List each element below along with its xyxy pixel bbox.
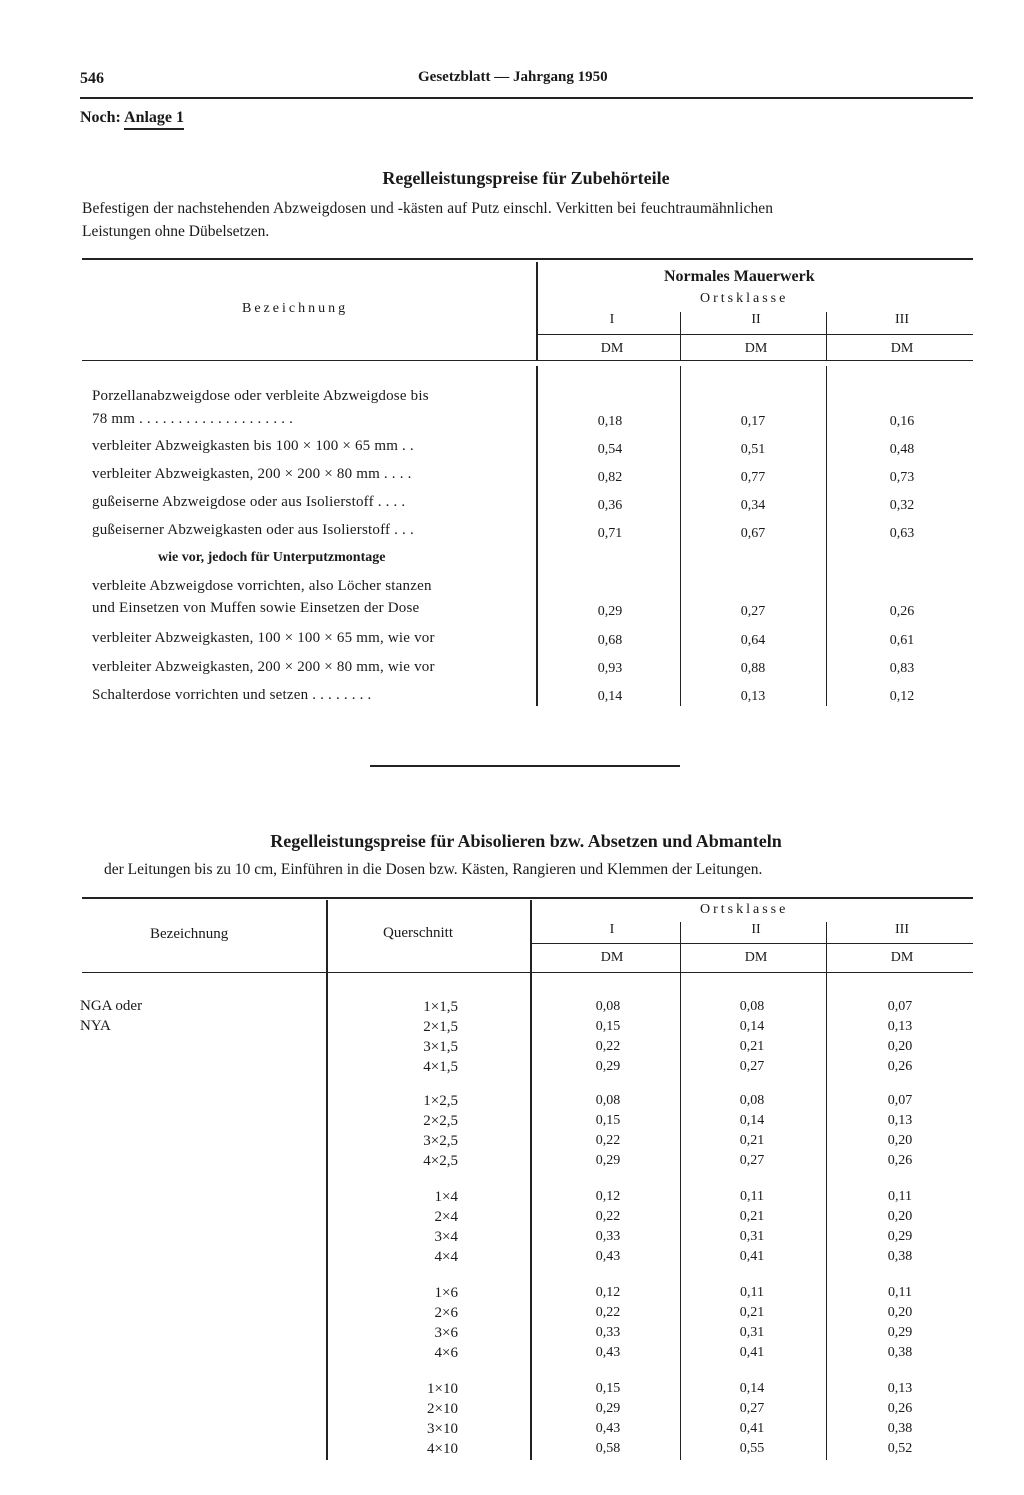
cell-value: 0,64 (740, 633, 766, 648)
price-cell: 0,38 (887, 1249, 913, 1264)
cell-value: 0,61 (889, 633, 915, 648)
cell-value: 0,73 (889, 470, 915, 485)
table1-unit-i: DM (600, 341, 624, 356)
price-cell: 0,52 (887, 1441, 913, 1456)
price-cell: 0,58 (595, 1441, 621, 1456)
table-row-label: verbleiter Abzweigkasten bis 100 × 100 × 65 mm . . (92, 438, 414, 454)
price-cell: 0,29 (595, 1401, 621, 1416)
price-cell: 0,11 (740, 1285, 764, 1300)
table1-divider (680, 312, 681, 360)
querschnitt-cell: 4×6 (434, 1345, 458, 1361)
table-row-label: verbleite Abzweigdose vorrichten, also Löcher stanzen (92, 578, 432, 594)
price-cell: 0,15 (595, 1113, 621, 1128)
table1-divider (536, 366, 538, 706)
querschnitt-cell: 1×2,5 (423, 1093, 458, 1109)
price-cell: 0,08 (739, 999, 765, 1014)
price-cell: 0,12 (595, 1285, 621, 1300)
price-cell: 0,29 (595, 1153, 621, 1168)
cell-value: 0,26 (889, 604, 915, 619)
cell-value: 0,51 (740, 442, 766, 457)
table2-label-line1: NGA oder (80, 998, 143, 1014)
price-cell: 0,08 (595, 1093, 621, 1108)
price-cell: 0,33 (595, 1325, 621, 1340)
price-cell: 0,21 (739, 1209, 765, 1224)
querschnitt-cell: 1×6 (434, 1285, 458, 1301)
table2-top-rule (82, 897, 973, 899)
table2-divider (530, 900, 532, 1460)
price-cell: 0,26 (887, 1153, 913, 1168)
querschnitt-cell: 2×10 (427, 1401, 458, 1417)
price-cell: 0,29 (595, 1059, 621, 1074)
table2-col-querschnitt: Querschnitt (383, 925, 453, 941)
cell-value: 0,27 (740, 604, 766, 619)
table1-title: Regelleistungspreise für Zubehörteile (382, 168, 670, 188)
table-row-label: gußeiserne Abzweigdose oder aus Isolierstoff . . . . (92, 494, 406, 510)
table1-divider (826, 312, 827, 360)
price-cell: 0,11 (888, 1285, 912, 1300)
table-row-label: Schalterdose vorrichten und setzen . . . . . . . . (92, 687, 372, 703)
anlage-label: Anlage 1 (124, 109, 184, 130)
price-cell: 0,29 (887, 1229, 913, 1244)
price-cell: 0,41 (739, 1345, 765, 1360)
table2-col-bezeichnung: Bezeichnung (150, 926, 229, 942)
price-cell: 0,43 (595, 1421, 621, 1436)
price-cell: 0,55 (739, 1441, 765, 1456)
table2-unit-ii: DM (744, 950, 768, 965)
table1-header-rule (82, 360, 973, 361)
table-row-label: verbleiter Abzweigkasten, 200 × 200 × 80 mm . . . . (92, 466, 412, 482)
querschnitt-cell: 1×1,5 (423, 999, 458, 1015)
querschnitt-cell: 2×4 (434, 1209, 458, 1225)
cell-value: 0,34 (740, 498, 766, 513)
table-row-label: 78 mm . . . . . . . . . . . . . . . . . . . . (92, 411, 294, 427)
table1-ortsklasse: Ortsklasse (700, 291, 789, 306)
price-cell: 0,22 (595, 1133, 621, 1148)
price-cell: 0,20 (887, 1305, 913, 1320)
cell-value: 0,12 (889, 689, 915, 704)
querschnitt-cell: 1×10 (427, 1381, 458, 1397)
price-cell: 0,11 (740, 1189, 764, 1204)
price-cell: 0,15 (595, 1381, 621, 1396)
price-cell: 0,21 (739, 1133, 765, 1148)
table1-class-i: I (609, 312, 615, 327)
querschnitt-cell: 3×4 (434, 1229, 458, 1245)
table-row-label: und Einsetzen von Muffen sowie Einsetzen der Dose (92, 600, 420, 616)
cell-value: 0,82 (597, 470, 623, 485)
table2-divider (326, 900, 328, 1460)
table1-unit-iii: DM (890, 341, 914, 356)
price-cell: 0,12 (595, 1189, 621, 1204)
price-cell: 0,27 (739, 1059, 765, 1074)
price-cell: 0,20 (887, 1209, 913, 1224)
price-cell: 0,22 (595, 1209, 621, 1224)
cell-value: 0,63 (889, 526, 915, 541)
price-cell: 0,13 (887, 1113, 913, 1128)
cell-value: 0,14 (597, 689, 623, 704)
querschnitt-cell: 1×4 (434, 1189, 458, 1205)
running-title: Gesetzblatt — Jahrgang 1950 (418, 69, 608, 85)
table1-divider (680, 366, 681, 706)
table-row-label: Porzellanabzweigdose oder verbleite Abzweigdose bis (92, 388, 429, 404)
table1-unit-ii: DM (744, 341, 768, 356)
price-cell: 0,14 (739, 1019, 765, 1034)
price-cell: 0,31 (739, 1325, 765, 1340)
price-cell: 0,27 (739, 1401, 765, 1416)
table2-unit-iii: DM (890, 950, 914, 965)
table2-title: Regelleistungspreise für Abisolieren bzw. Absetzen und Abmanteln (270, 831, 782, 851)
price-cell: 0,07 (887, 999, 913, 1014)
table1-group-header: Normales Mauerwerk (664, 268, 815, 285)
price-cell: 0,41 (739, 1249, 765, 1264)
table1-class-ii: II (751, 312, 761, 327)
table1-class-iii: III (895, 312, 909, 327)
cell-value: 0,48 (889, 442, 915, 457)
table1-col-bezeichnung: Bezeichnung (242, 301, 349, 316)
cell-value: 0,71 (597, 526, 623, 541)
price-cell: 0,13 (887, 1019, 913, 1034)
cell-value: 0,32 (889, 498, 915, 513)
price-cell: 0,27 (739, 1153, 765, 1168)
table2-divider (826, 922, 827, 1460)
noch-label: Noch: Anlage 1 (80, 109, 184, 127)
table-row-label: gußeiserner Abzweigkasten oder aus Isolierstoff . . . (92, 522, 414, 538)
table2-class-i: I (609, 922, 615, 937)
price-cell: 0,31 (739, 1229, 765, 1244)
price-cell: 0,33 (595, 1229, 621, 1244)
querschnitt-cell: 2×1,5 (423, 1019, 458, 1035)
cell-value: 0,36 (597, 498, 623, 513)
price-cell: 0,14 (739, 1113, 765, 1128)
querschnitt-cell: 4×4 (434, 1249, 458, 1265)
cell-value: 0,77 (740, 470, 766, 485)
table1-intro-1: Befestigen der nachstehenden Abzweigdosen und -kästen auf Putz einschl. Verkitten bei feuchtraumähnlichen (82, 200, 774, 217)
price-cell: 0,14 (739, 1381, 765, 1396)
table1-subheading: wie vor, jedoch für Unterputzmontage (158, 550, 386, 565)
cell-value: 0,67 (740, 526, 766, 541)
price-cell: 0,20 (887, 1039, 913, 1054)
price-cell: 0,41 (739, 1421, 765, 1436)
section-separator (370, 765, 680, 767)
page-number: 546 (80, 70, 104, 87)
table2-intro: der Leitungen bis zu 10 cm, Einführen in die Dosen bzw. Kästen, Rangieren und Klemmen der Leitungen. (104, 861, 763, 878)
querschnitt-cell: 2×2,5 (423, 1113, 458, 1129)
price-cell: 0,21 (739, 1039, 765, 1054)
cell-value: 0,68 (597, 633, 623, 648)
price-cell: 0,15 (595, 1019, 621, 1034)
querschnitt-cell: 3×2,5 (423, 1133, 458, 1149)
price-cell: 0,07 (887, 1093, 913, 1108)
cell-value: 0,13 (740, 689, 766, 704)
price-cell: 0,08 (595, 999, 621, 1014)
table-row-label: verbleiter Abzweigkasten, 200 × 200 × 80 mm, wie vor (92, 659, 435, 675)
table2-class-rule (532, 943, 973, 944)
cell-value: 0,17 (740, 414, 766, 429)
table-row-label: verbleiter Abzweigkasten, 100 × 100 × 65 mm, wie vor (92, 630, 435, 646)
cell-value: 0,18 (597, 414, 623, 429)
table2-class-ii: II (751, 922, 761, 937)
price-cell: 0,22 (595, 1305, 621, 1320)
table2-header-rule (82, 972, 973, 973)
price-cell: 0,26 (887, 1401, 913, 1416)
cell-value: 0,83 (889, 661, 915, 676)
table1-divider (536, 262, 538, 360)
table1-intro-2: Leistungen ohne Dübelsetzen. (82, 223, 270, 240)
cell-value: 0,88 (740, 661, 766, 676)
querschnitt-cell: 4×1,5 (423, 1059, 458, 1075)
price-cell: 0,38 (887, 1421, 913, 1436)
price-cell: 0,08 (739, 1093, 765, 1108)
querschnitt-cell: 3×10 (427, 1421, 458, 1437)
querschnitt-cell: 3×6 (434, 1325, 458, 1341)
cell-value: 0,16 (889, 414, 915, 429)
price-cell: 0,21 (739, 1305, 765, 1320)
price-cell: 0,20 (887, 1133, 913, 1148)
querschnitt-cell: 4×10 (427, 1441, 458, 1457)
table2-ortsklasse: Ortsklasse (700, 902, 789, 917)
table2-unit-i: DM (600, 950, 624, 965)
table2-label-line2: NYA (80, 1018, 111, 1034)
price-cell: 0,43 (595, 1249, 621, 1264)
price-cell: 0,13 (887, 1381, 913, 1396)
querschnitt-cell: 3×1,5 (423, 1039, 458, 1055)
cell-value: 0,93 (597, 661, 623, 676)
price-cell: 0,26 (887, 1059, 913, 1074)
price-cell: 0,38 (887, 1345, 913, 1360)
price-cell: 0,43 (595, 1345, 621, 1360)
price-cell: 0,11 (888, 1189, 912, 1204)
table1-top-rule (82, 258, 973, 260)
table1-divider (826, 366, 827, 706)
header-rule (80, 97, 973, 99)
price-cell: 0,22 (595, 1039, 621, 1054)
table2-divider (680, 922, 681, 1460)
querschnitt-cell: 2×6 (434, 1305, 458, 1321)
cell-value: 0,29 (597, 604, 623, 619)
price-cell: 0,29 (887, 1325, 913, 1340)
table2-class-iii: III (895, 922, 909, 937)
cell-value: 0,54 (597, 442, 623, 457)
table1-class-rule (538, 334, 973, 335)
querschnitt-cell: 4×2,5 (423, 1153, 458, 1169)
